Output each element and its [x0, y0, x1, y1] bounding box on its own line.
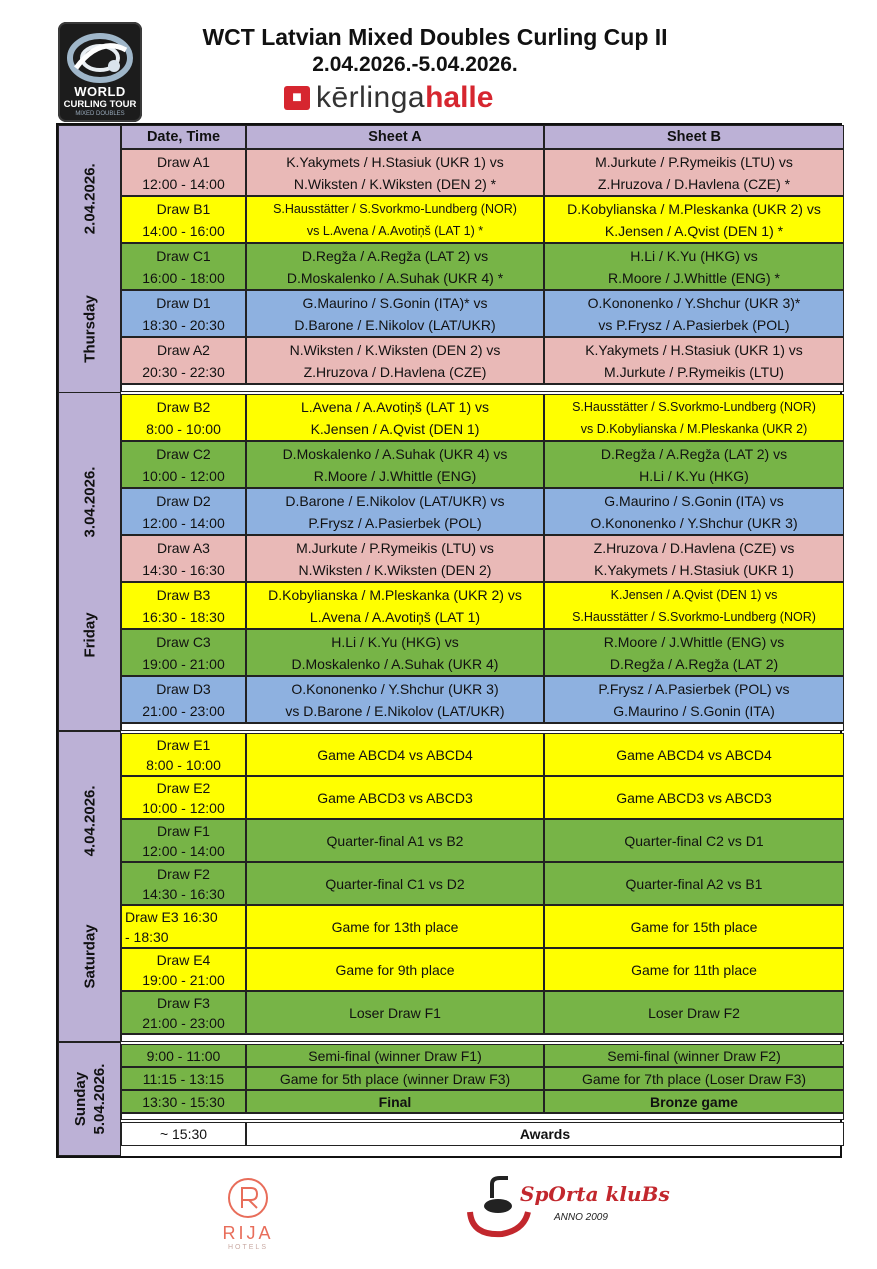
draw-time: 19:00 - 21:00	[142, 655, 225, 672]
schedule-table	[56, 123, 842, 1158]
team-line: S.Hausstätter / S.Svorkmo-Lundberg (NOR)	[572, 609, 816, 624]
draw-name: Draw D3	[156, 680, 211, 697]
draw-name: Draw B3	[156, 586, 211, 603]
awards-label-text: Awards	[519, 1126, 571, 1142]
sheet-a-game	[246, 1044, 544, 1067]
venue-name-part1: kērlinga	[316, 81, 426, 114]
game-label: Bronze game	[650, 1093, 738, 1110]
draw-cell	[121, 776, 246, 819]
team-line: H.Li / K.Yu (HKG) vs	[331, 633, 459, 650]
sheet-b-game	[544, 394, 844, 441]
team-line: O.Kononenko / Y.Shchur (UKR 3)	[590, 514, 798, 531]
sheet-b-game	[544, 337, 844, 384]
draw-time: 21:00 - 23:00	[142, 1014, 225, 1031]
rija-emblem-icon	[222, 1176, 274, 1220]
sheet-a-game	[246, 535, 544, 582]
draw-cell	[121, 488, 246, 535]
draw-name: Draw C3	[156, 633, 211, 650]
team-line: D.Moskalenko / A.Suhak (UKR 4) vs	[282, 445, 508, 462]
team-line: Z.Hruzova / D.Havlena (CZE) *	[597, 175, 791, 192]
column-header-label: Date, Time	[146, 129, 221, 145]
day-date: 2.04.2026.	[81, 162, 98, 234]
team-line: K.Jensen / A.Qvist (DEN 1) *	[604, 222, 784, 239]
team-line: vs D.Kobylianska / M.Pleskanka (UKR 2)	[580, 421, 808, 436]
draw-time: 16:30 - 18:30	[142, 608, 225, 625]
team-line: N.Wiksten / K.Wiksten (DEN 2) *	[293, 175, 497, 192]
draw-name: Draw A3	[157, 539, 210, 556]
draw-name: Draw E2	[156, 779, 211, 796]
sheet-a-game	[246, 862, 544, 905]
draw-name: Draw E4	[156, 951, 211, 968]
game-label: Quarter-final C2 vs D1	[624, 832, 764, 849]
sheet-b-game	[544, 1090, 844, 1113]
sheet-b-game	[544, 488, 844, 535]
game-label: Game for 7th place (Loser Draw F3)	[581, 1070, 807, 1087]
draw-cell	[121, 441, 246, 488]
draw-name: Draw F1	[157, 822, 210, 839]
team-line: G.Maurino / S.Gonin (ITA) vs	[604, 492, 784, 509]
draw-cell	[121, 948, 246, 991]
draw-cell	[121, 582, 246, 629]
team-line: K.Jensen / A.Qvist (DEN 1)	[310, 420, 480, 437]
draw-cell	[121, 991, 246, 1034]
draw-time: 18:30 - 20:30	[142, 316, 225, 333]
logo-text-curling-tour: CURLING TOUR	[63, 99, 137, 110]
column-header-label: Sheet A	[368, 129, 422, 145]
logo-text-mixed: MIXED DOUBLES	[75, 111, 125, 117]
draw-time: 14:30 - 16:30	[142, 885, 225, 902]
draw-cell	[121, 337, 246, 384]
column-header-date-time	[121, 125, 246, 149]
draw-time: 19:00 - 21:00	[142, 971, 225, 988]
sheet-a-game	[246, 905, 544, 948]
game-label: Loser Draw F1	[349, 1004, 441, 1021]
team-line: D.Regža / A.Regža (LAT 2)	[609, 655, 779, 672]
game-label: Semi-final (winner Draw F2)	[607, 1047, 781, 1064]
team-line: O.Kononenko / Y.Shchur (UKR 3)*	[587, 294, 801, 311]
sheet-a-game	[246, 676, 544, 723]
sheet-a-game	[246, 733, 544, 776]
sheet-b-game	[544, 535, 844, 582]
team-line: D.Barone / E.Nikolov (LAT/UKR) vs	[285, 492, 505, 509]
day-date: 4.04.2026.	[81, 784, 98, 856]
sheet-b-game	[544, 196, 844, 243]
day-weekday: Friday	[81, 611, 98, 657]
sheet-a-game	[246, 196, 544, 243]
game-label: Game for 9th place	[335, 961, 455, 978]
day-weekday: Saturday	[81, 923, 98, 989]
sheet-a-game	[246, 948, 544, 991]
sheet-b-game	[544, 776, 844, 819]
sheet-a-game	[246, 629, 544, 676]
header	[0, 0, 877, 122]
spacer-row	[121, 1113, 844, 1120]
draw-name: Draw C1	[156, 247, 211, 264]
draw-time: 8:00 - 10:00	[146, 756, 221, 773]
spacer-row	[121, 384, 844, 392]
bed-icon: ■	[284, 86, 310, 110]
team-line: P.Frysz / A.Pasierbek (POL) vs	[598, 680, 790, 697]
team-line: D.Barone / E.Nikolov (LAT/UKR)	[294, 316, 496, 333]
sporta-klubs-text: SpOrta kluBs	[520, 1182, 670, 1206]
sheet-a-game	[246, 290, 544, 337]
draw-name: Draw E1	[156, 736, 211, 753]
draw-cell	[121, 905, 246, 948]
spacer-row	[121, 723, 844, 731]
sheet-b-game	[544, 1044, 844, 1067]
team-line: L.Avena / A.Avotiņš (LAT 1)	[309, 608, 481, 625]
draw-time: 10:00 - 12:00	[142, 799, 225, 816]
draw-cell	[121, 1044, 246, 1067]
team-line: Z.Hruzova / D.Havlena (CZE)	[303, 363, 487, 380]
draw-name: Draw F2	[157, 865, 210, 882]
draw-cell	[121, 819, 246, 862]
draw-cell	[121, 1090, 246, 1113]
game-label: Loser Draw F2	[648, 1004, 740, 1021]
team-line: S.Hausstätter / S.Svorkmo-Lundberg (NOR)	[273, 201, 517, 216]
team-line: vs L.Avena / A.Avotiņš (LAT 1) *	[306, 223, 484, 238]
sheet-b-game	[544, 733, 844, 776]
sheet-b-game	[544, 991, 844, 1034]
team-line: H.Li / K.Yu (HKG) vs	[630, 247, 758, 264]
team-line: Z.Hruzova / D.Havlena (CZE) vs	[593, 539, 795, 556]
team-line: O.Kononenko / Y.Shchur (UKR 3)	[291, 680, 499, 697]
awards-time-text: ~ 15:30	[159, 1126, 208, 1142]
draw-cell	[121, 394, 246, 441]
team-line: L.Avena / A.Avotiņš (LAT 1) vs	[300, 398, 490, 415]
draw-name: Draw D2	[156, 492, 211, 509]
draw-time: - 18:30	[125, 928, 169, 945]
game-label: Game ABCD3 vs ABCD3	[317, 789, 473, 806]
draw-name: Draw A2	[157, 341, 210, 358]
game-label: Quarter-final A2 vs B1	[625, 875, 763, 892]
sheet-a-game	[246, 488, 544, 535]
team-line: N.Wiksten / K.Wiksten (DEN 2)	[298, 561, 492, 578]
game-label: Game for 15th place	[630, 918, 758, 935]
sheet-a-game	[246, 337, 544, 384]
draw-time: 12:00 - 14:00	[142, 514, 225, 531]
sheet-b-game	[544, 629, 844, 676]
draw-time: 21:00 - 23:00	[142, 702, 225, 719]
event-dates: 2.04.2026.-5.04.2026.	[312, 53, 518, 76]
day-weekday: Thursday	[81, 294, 98, 363]
draw-cell	[121, 196, 246, 243]
sheet-a-game	[246, 243, 544, 290]
draw-cell	[121, 733, 246, 776]
draw-time: 9:00 - 11:00	[146, 1047, 221, 1064]
team-line: M.Jurkute / P.Rymeikis (LTU) vs	[595, 153, 793, 170]
draw-name: Draw D1	[156, 294, 211, 311]
sporta-klubs-year: ANNO 2009	[554, 1212, 608, 1223]
team-line: K.Yakymets / H.Stasiuk (UKR 1) vs	[286, 153, 504, 170]
draw-cell	[121, 149, 246, 196]
awards-time	[121, 1122, 246, 1146]
sheet-a-game	[246, 582, 544, 629]
draw-time: 11:15 - 13:15	[142, 1070, 225, 1087]
draw-time: 16:00 - 18:00	[142, 269, 225, 286]
column-header-sheet-a	[246, 125, 544, 149]
draw-time: 14:30 - 16:30	[142, 561, 225, 578]
sheet-a-game	[246, 776, 544, 819]
team-line: K.Yakymets / H.Stasiuk (UKR 1) vs	[585, 341, 803, 358]
team-line: K.Yakymets / H.Stasiuk (UKR 1)	[594, 561, 794, 578]
game-label: Quarter-final C1 vs D2	[325, 875, 465, 892]
draw-time: 10:00 - 12:00	[142, 467, 225, 484]
team-line: G.Maurino / S.Gonin (ITA)	[613, 702, 775, 719]
spacer-row	[121, 1034, 844, 1042]
sheet-b-game	[544, 819, 844, 862]
draw-time: 14:00 - 16:00	[142, 222, 225, 239]
team-line: P.Frysz / A.Pasierbek (POL)	[308, 514, 482, 531]
team-line: H.Li / K.Yu (HKG)	[639, 467, 749, 484]
sheet-b-game	[544, 948, 844, 991]
day-date: 5.04.2026.	[90, 1063, 108, 1135]
sheet-a-game	[246, 991, 544, 1034]
day-label	[58, 1042, 121, 1156]
sheet-a-game	[246, 1067, 544, 1090]
sheet-b-game	[544, 905, 844, 948]
draw-cell	[121, 1067, 246, 1090]
team-line: R.Moore / J.Whittle (ENG)	[313, 467, 477, 484]
team-line: R.Moore / J.Whittle (ENG) vs	[603, 633, 785, 650]
column-header-sheet-b	[544, 125, 844, 149]
draw-cell	[121, 629, 246, 676]
team-line: M.Jurkute / P.Rymeikis (LTU)	[604, 363, 784, 380]
draw-name: Draw E3 16:30	[125, 908, 218, 925]
team-line: vs P.Frysz / A.Pasierbek (POL)	[598, 316, 790, 333]
event-title: WCT Latvian Mixed Doubles Curling Cup II	[202, 24, 668, 50]
sheet-a-game	[246, 1090, 544, 1113]
sheet-a-game	[246, 149, 544, 196]
game-label: Game ABCD4 vs ABCD4	[317, 746, 473, 763]
sheet-a-game	[246, 819, 544, 862]
sheet-b-game	[544, 582, 844, 629]
team-line: vs D.Barone / E.Nikolov (LAT/UKR)	[285, 702, 505, 719]
team-line: G.Maurino / S.Gonin (ITA)* vs	[302, 294, 488, 311]
team-line: N.Wiksten / K.Wiksten (DEN 2) vs	[289, 341, 501, 358]
day-label	[58, 125, 121, 400]
team-line: K.Jensen / A.Qvist (DEN 1) vs	[610, 587, 778, 602]
sheet-b-game	[544, 862, 844, 905]
sheet-b-game	[544, 149, 844, 196]
team-line: D.Moskalenko / A.Suhak (UKR 4) *	[286, 269, 504, 286]
team-line: D.Regža / A.Regža (LAT 2) vs	[301, 247, 489, 264]
team-line: D.Kobylianska / M.Pleskanka (UKR 2) vs	[567, 200, 821, 217]
draw-name: Draw F3	[157, 994, 210, 1011]
draw-name: Draw A1	[157, 153, 210, 170]
game-label: Final	[378, 1093, 412, 1110]
awards-label	[246, 1122, 844, 1146]
sheet-b-game	[544, 243, 844, 290]
sporta-klubs-logo	[462, 1168, 672, 1248]
team-line: D.Kobylianska / M.Pleskanka (UKR 2) vs	[268, 586, 522, 603]
venue-name-part2: halle	[425, 81, 494, 114]
kerlingahalle-logo	[284, 80, 493, 116]
day-date: 3.04.2026.	[81, 466, 98, 537]
draw-cell	[121, 243, 246, 290]
team-line: R.Moore / J.Whittle (ENG) *	[608, 269, 780, 286]
day-label	[58, 731, 121, 1042]
game-label: Game for 11th place	[631, 961, 757, 978]
column-header-label: Sheet B	[667, 129, 721, 145]
draw-cell	[121, 862, 246, 905]
rija-hotels-logo	[222, 1176, 274, 1251]
logo-text-world: WORLD	[74, 84, 126, 99]
draw-time: 12:00 - 14:00	[142, 175, 225, 192]
rija-text: RIJA	[222, 1223, 274, 1243]
draw-cell	[121, 676, 246, 723]
draw-name: Draw B2	[156, 398, 211, 415]
draw-time: 12:00 - 14:00	[142, 842, 225, 859]
sheet-a-game	[246, 394, 544, 441]
draw-name: Draw C2	[156, 445, 211, 462]
game-label: Game ABCD3 vs ABCD3	[616, 789, 772, 806]
draw-cell	[121, 290, 246, 337]
sheet-b-game	[544, 290, 844, 337]
sheet-b-game	[544, 441, 844, 488]
draw-name: Draw B1	[156, 200, 211, 217]
rija-sub-text: HOTELS	[227, 1244, 268, 1251]
game-label: Semi-final (winner Draw F1)	[308, 1047, 482, 1064]
draw-time: 8:00 - 10:00	[146, 420, 221, 437]
team-line: S.Hausstätter / S.Svorkmo-Lundberg (NOR)	[572, 399, 816, 414]
draw-time: 20:30 - 22:30	[142, 363, 225, 380]
team-line: D.Moskalenko / A.Suhak (UKR 4)	[291, 655, 499, 672]
day-weekday: Sunday	[71, 1071, 89, 1127]
sheet-b-game	[544, 1067, 844, 1090]
draw-time: 13:30 - 15:30	[142, 1093, 225, 1110]
team-line: M.Jurkute / P.Rymeikis (LTU) vs	[296, 539, 494, 556]
sheet-b-game	[544, 676, 844, 723]
sheet-a-game	[246, 441, 544, 488]
game-label: Quarter-final A1 vs B2	[326, 832, 464, 849]
game-label: Game for 5th place (winner Draw F3)	[279, 1070, 511, 1087]
draw-cell	[121, 535, 246, 582]
game-label: Game for 13th place	[331, 918, 459, 935]
team-line: D.Regža / A.Regža (LAT 2) vs	[600, 445, 788, 462]
day-label	[58, 392, 121, 731]
game-label: Game ABCD4 vs ABCD4	[616, 746, 772, 763]
